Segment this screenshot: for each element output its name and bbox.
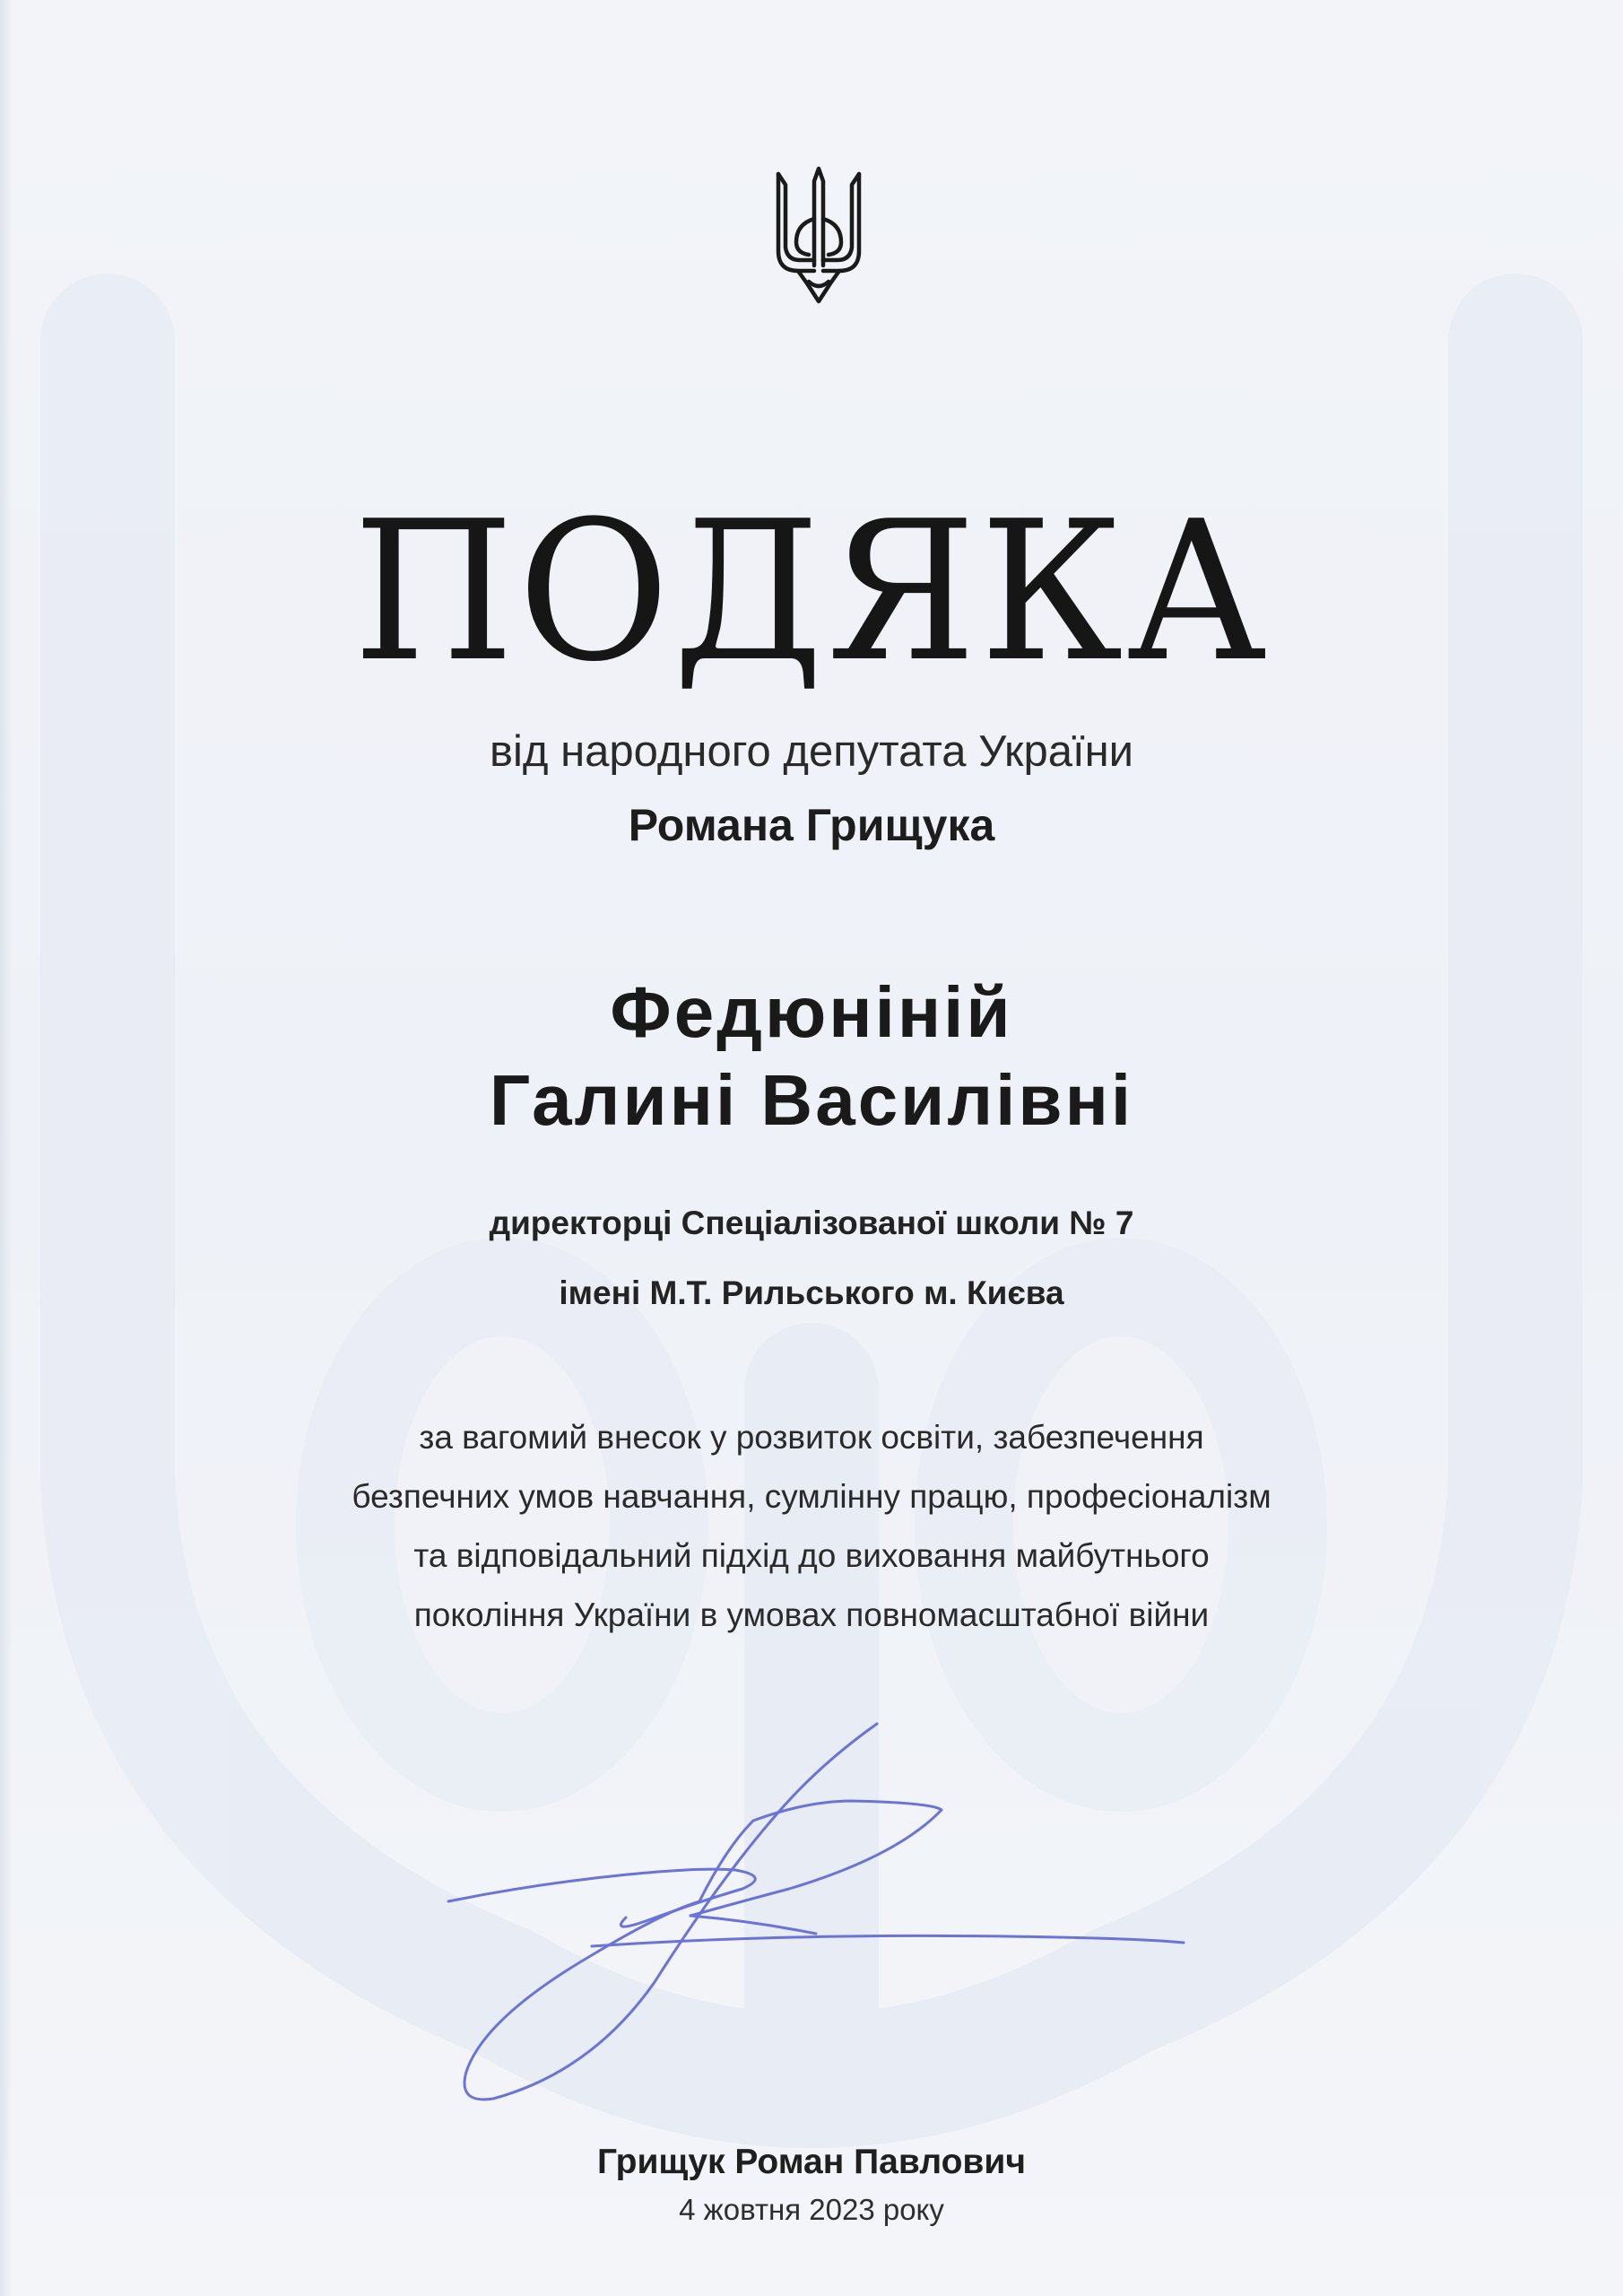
recipient-surname: Федюніній (610, 972, 1013, 1052)
issuer-name: Романа Грищука (628, 800, 995, 850)
reason-line: та відповідальний підхід до виховання майбутнього (413, 1537, 1210, 1574)
issuer-line: від народного депутата України (489, 727, 1134, 776)
issue-date: 4 жовтня 2023 року (679, 2193, 944, 2226)
reason-line: за вагомий внесок у розвиток освіти, забезпечення (419, 1419, 1204, 1456)
recipient-given-names: Галині Василівні (489, 1060, 1134, 1140)
tryzub-coat-of-arms-icon (773, 165, 864, 305)
handwritten-signature (430, 1713, 1237, 2126)
signer-name: Грищук Роман Павлович (597, 2143, 1026, 2181)
recipient-name (0, 969, 1623, 1144)
position-line-1: директорці Спеціалізованої школи № 7 (489, 1205, 1134, 1241)
recipient-position (0, 1188, 1623, 1328)
certificate-title: ПОДЯКА (352, 479, 1271, 704)
reason-line: безпечних умов навчання, сумлінну працю, професіоналізм (352, 1478, 1271, 1515)
reason-line: покоління України в умовах повномасштабної війни (413, 1596, 1210, 1633)
position-line-2: імені М.Т. Рильського м. Києва (559, 1274, 1064, 1311)
award-reason (0, 1408, 1623, 1645)
